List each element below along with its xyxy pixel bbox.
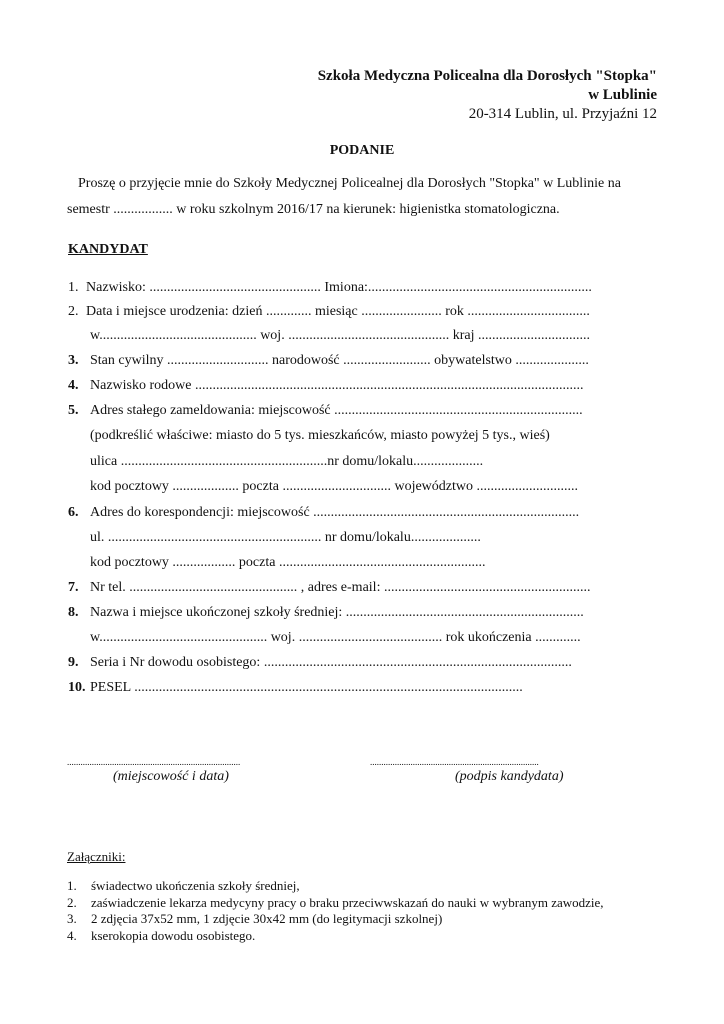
form-field-row[interactable]: (podkreślić właściwe: miasto do 5 tys. mieszkańców, miasto powyżej 5 tys., wieś) bbox=[90, 428, 550, 443]
section-title-candidate: KANDYDAT bbox=[68, 242, 148, 257]
form-field-row[interactable]: kod pocztowy ................... poczta ............................... województwo ............................. bbox=[90, 479, 578, 494]
form-field-row[interactable]: ulica ...........................................................nr domu/lokalu.................... bbox=[90, 454, 484, 469]
attachment-number: 2. bbox=[67, 895, 77, 910]
form-field-row[interactable]: Adres do korespondencji: miejscowość ............................................................................ bbox=[90, 505, 580, 520]
form-field-row[interactable]: kod pocztowy .................. poczta ........................................................... bbox=[90, 555, 486, 570]
form-field-row[interactable]: Nazwisko rodowe ............................................................................................................... bbox=[90, 378, 584, 393]
field-number: 4. bbox=[68, 378, 79, 393]
form-field-row[interactable]: Adres stałego zameldowania: miejscowość ....................................................................... bbox=[90, 403, 583, 418]
field-number: 7. bbox=[68, 580, 79, 595]
form-field-row[interactable]: w............................................. woj. .............................................. kraj ................................ bbox=[90, 328, 590, 343]
signature-label: (podpis kandydata) bbox=[455, 769, 564, 784]
school-name: Szkoła Medyczna Policealna dla Dorosłych "Stopka" bbox=[317, 68, 657, 84]
field-number: 1. bbox=[68, 280, 79, 295]
form-field-row[interactable]: ul. ............................................................. nr domu/lokalu.................... bbox=[90, 530, 481, 545]
date-place-label: (miejscowość i data) bbox=[113, 769, 229, 784]
field-number: 10. bbox=[68, 680, 86, 695]
attachment-item: 2 zdjęcia 37x52 mm, 1 zdjęcie 30x42 mm (do legitymacji szkolnej) bbox=[91, 911, 443, 926]
school-address: 20-314 Lublin, ul. Przyjaźni 12 bbox=[468, 106, 657, 122]
signature-line: ........................................................................... bbox=[370, 757, 539, 767]
attachment-item: świadectwo ukończenia szkoły średniej, bbox=[91, 878, 300, 893]
form-field-row[interactable]: Stan cywilny ............................. narodowość ......................... obywatelstwo ..................... bbox=[90, 353, 589, 368]
form-field-row[interactable]: w................................................ woj. ......................................... rok ukończenia ............. bbox=[90, 630, 581, 645]
attachments-title: Załączniki: bbox=[67, 849, 126, 864]
attachment-item: kserokopia dowodu osobistego. bbox=[91, 928, 256, 943]
form-field-row[interactable]: Data i miejsce urodzenia: dzień ............. miesiąc ....................... rok ................................... bbox=[86, 304, 590, 319]
form-field-row[interactable]: Nazwa i miejsce ukończonej szkoły średniej: .................................................................... bbox=[90, 605, 584, 620]
attachment-number: 4. bbox=[67, 928, 77, 943]
field-number: 8. bbox=[68, 605, 79, 620]
document-title: PODANIE bbox=[329, 143, 395, 158]
school-city: w Lublinie bbox=[588, 87, 657, 103]
request-line-1: Proszę o przyjęcie mnie do Szkoły Medycznej Policealnej dla Dorosłych "Stopka" w Lublinie na bbox=[78, 176, 621, 191]
field-number: 2. bbox=[68, 304, 79, 319]
form-field-row[interactable]: Seria i Nr dowodu osobistego: ........................................................................................ bbox=[90, 655, 572, 670]
form-field-row[interactable]: PESEL ............................................................................................................... bbox=[90, 680, 523, 695]
field-number: 5. bbox=[68, 403, 79, 418]
form-field-row[interactable]: Nr tel. ................................................ , adres e-mail: ........................................................... bbox=[90, 580, 591, 595]
attachment-item: zaświadczenie lekarza medycyny pracy o braku przeciwwskazań do nauki w wybranym zawodzie, bbox=[91, 895, 604, 910]
attachment-number: 3. bbox=[67, 911, 77, 926]
field-number: 3. bbox=[68, 353, 79, 368]
date-place-line: ............................................................................. bbox=[67, 757, 241, 767]
attachment-number: 1. bbox=[67, 878, 77, 893]
field-number: 9. bbox=[68, 655, 79, 670]
request-line-2: semestr ................. w roku szkolnym 2016/17 na kierunek: higienistka stomatologiczna. bbox=[67, 202, 560, 217]
form-field-row[interactable]: Nazwisko: ................................................. Imiona:................................................................ bbox=[86, 280, 592, 295]
field-number: 6. bbox=[68, 505, 79, 520]
